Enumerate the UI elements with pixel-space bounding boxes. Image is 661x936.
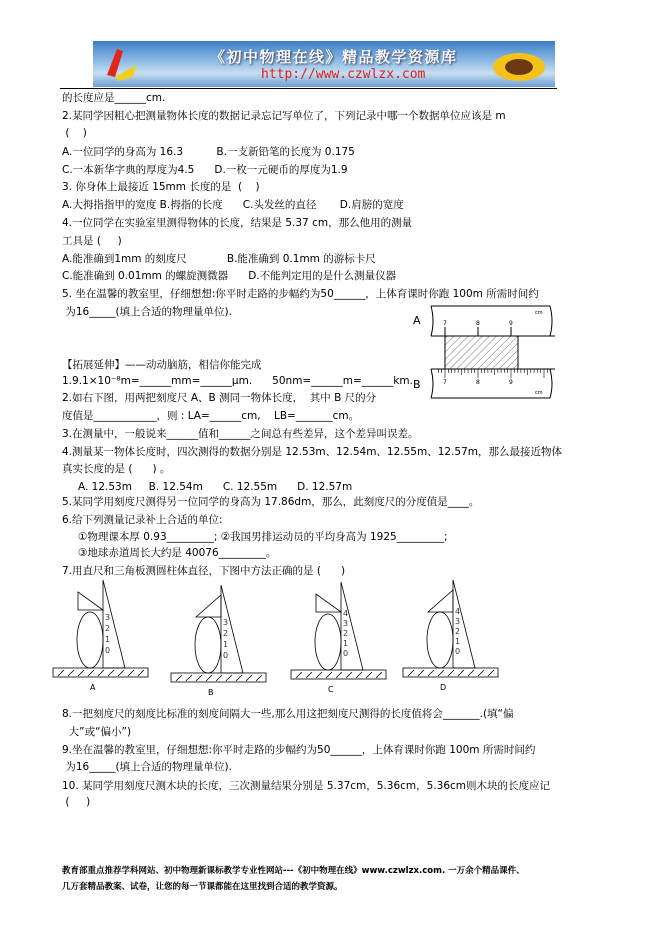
options: A.能准确到1mm 的刻度尺 B.能准确到 0.1mm 的游标卡尺 — [62, 253, 376, 265]
scale-number: 3 — [223, 618, 229, 627]
hatch-line — [418, 670, 424, 676]
method-diagram-c — [291, 582, 386, 679]
ext-question-10: 10. 某同学用刻度尺测木块的长度，三次测量结果分别是 5.37cm，5.36cm，5.36cm则木块的长度应记 — [62, 780, 551, 792]
text-line: 工具是 ( ) — [62, 235, 122, 247]
set-square — [78, 592, 103, 610]
set-square — [316, 594, 341, 612]
hatch-line — [366, 672, 372, 678]
scale-number: 0 — [455, 647, 461, 656]
options: C.一本新华字典的厚度为4.5 D.一枚一元硬币的厚度为1.9 — [62, 164, 348, 176]
ruler-b-tick-9: 9 — [509, 379, 513, 386]
ruler-a-tick-7: 7 — [443, 320, 447, 327]
set-square — [428, 590, 453, 612]
ruler-figure — [405, 300, 565, 405]
hatch-line — [176, 675, 182, 681]
ruler-a-tick-9: 9 — [509, 320, 513, 327]
hatch-line — [108, 670, 114, 676]
scale-number: 2 — [105, 624, 111, 633]
scale-number: 2 — [343, 629, 349, 638]
hatch-line — [376, 672, 382, 678]
options: A.一位同学的身高为 16.3 B.一支新铅笔的长度为 0.175 — [62, 146, 355, 158]
options: A. 12.53m B. 12.54m C. 12.55m D. 12.57m — [78, 481, 353, 493]
scale-number: 1 — [105, 635, 111, 644]
text-line: 度值是____________，则 : LA=______cm, LB=_______cm。 — [62, 410, 360, 422]
hatch-line — [478, 670, 484, 676]
text-line: 为16_____(填上合适的物理量单位). — [62, 761, 232, 773]
hatch-line — [128, 670, 134, 676]
hatch-line — [296, 672, 302, 678]
text-line: 为16_____(填上合适的物理量单位). — [62, 306, 232, 318]
hatch-line — [458, 670, 464, 676]
logo-icon — [103, 47, 143, 83]
cylinder — [315, 614, 341, 670]
question-4: 4.一位同学在实验室里测得物体的长度，结果是 5.37 cm，那么他用的测量 — [62, 217, 413, 229]
hatch-line — [118, 670, 124, 676]
section-heading: 【拓展延伸】——动动脑筋，相信你能完成 — [62, 359, 262, 371]
banner-title: 《初中物理在线》精品教学资源库 — [210, 48, 458, 66]
table-surface — [403, 668, 498, 677]
hatch-line — [216, 675, 222, 681]
ruler-a-label: A — [413, 314, 421, 327]
hatch-line — [356, 672, 362, 678]
method-diagram-d — [403, 580, 498, 677]
ext-question-3: 3.在测量中，一般说来______值和______之间总有些差异，这个差异叫误差。 — [62, 428, 419, 440]
hatch-line — [138, 670, 144, 676]
hatch-line — [316, 672, 322, 678]
hatch-line — [186, 675, 192, 681]
text-line: ( ) — [62, 127, 87, 139]
ruler-b-ticks — [438, 369, 547, 378]
table-surface — [53, 668, 148, 677]
scale-number: 0 — [343, 649, 349, 658]
figure-label-b: B — [208, 688, 214, 697]
hatch-line — [206, 675, 212, 681]
hatch-line — [336, 672, 342, 678]
ruler-a-unit: cm — [535, 310, 543, 316]
question-3: 3. 你身体上最接近 15mm 长度的是 ( ) — [62, 181, 260, 193]
figure-label-c: C — [328, 685, 334, 694]
footer-line-1: 教育部重点推荐学科网站、初中物理新课标教学专业性网站---《初中物理在线》www.czwlzx.com. 一万余个精品课件、 — [62, 866, 525, 876]
ruler-b-unit: cm — [535, 390, 543, 396]
hatch-line — [448, 670, 454, 676]
ruler-b-tick-8: 8 — [476, 379, 480, 386]
ext-question-7: 7.用直尺和三角板测圆柱体直径，下图中方法正确的是 ( ) — [62, 565, 346, 577]
hatch-line — [306, 672, 312, 678]
scale-number: 1 — [343, 639, 349, 648]
method-diagram-b — [171, 585, 266, 682]
cylinder — [77, 612, 103, 668]
ruler-b-tick-7: 7 — [443, 379, 447, 386]
hatch-line — [246, 675, 252, 681]
cylinder — [427, 612, 453, 668]
header-banner — [93, 41, 555, 87]
hatch-line — [468, 670, 474, 676]
scale-number: 3 — [455, 617, 461, 626]
hatch-line — [428, 670, 434, 676]
ext-question-8: 8.一把刻度尺的刻度比标准的刻度间隔大一些,那么用这把刻度尺测得的长度值将会_______.(填“偏 — [62, 708, 514, 720]
ext-question-6: 6.给下列测量记录补上合适的单位: — [62, 514, 223, 526]
hatch-line — [88, 670, 94, 676]
hatch-line — [236, 675, 242, 681]
options: A.大拇指指甲的宽度 B.拇指的长度 C.头发丝的直径 D.肩膀的宽度 — [62, 199, 404, 211]
hatch-line — [98, 670, 104, 676]
measuring-methods-figure — [40, 580, 600, 697]
hatch-line — [408, 670, 414, 676]
footer-line-2: 几万套精品教案、试卷，让您的每一节课都能在这里找到合适的教学资源。 — [62, 882, 343, 892]
question-2: 2.某同学因粗心把测量物体长度的数据记录忘记写单位了，下列记录中哪一个数据单位应该是 m — [62, 110, 506, 122]
text-line: 真实长度的是 ( ) 。 — [62, 463, 171, 475]
ruler-a-ticks — [445, 327, 511, 336]
scale-number: 3 — [343, 619, 349, 628]
text-line: 大”或“偏小”) — [62, 726, 132, 738]
figure-label-a: A — [90, 683, 96, 692]
scale-number: 0 — [223, 651, 229, 660]
hatch-line — [68, 670, 74, 676]
hatch-line — [256, 675, 262, 681]
scale-number: 1 — [455, 637, 461, 646]
measured-object — [445, 336, 518, 369]
figure-label-d: D — [440, 683, 447, 692]
table-surface — [171, 673, 266, 682]
hatch-line — [488, 670, 494, 676]
sunflower-icon — [489, 49, 545, 89]
text-line: ①物理课本厚 0.93_________; ②我国男排运动员的平均身高为 1925_________; — [78, 531, 448, 543]
scale-number: 2 — [455, 627, 461, 636]
header-divider — [60, 88, 557, 89]
hatch-line — [196, 675, 202, 681]
scale-number: 4 — [455, 607, 461, 616]
hatch-line — [78, 670, 84, 676]
ext-question-2: 2.如右下图，用两把刻度尺 A、B 测同一物体长度， 其中 B 尺的分 — [62, 392, 377, 404]
scale-number: 1 — [223, 640, 229, 649]
method-diagram-a — [53, 580, 148, 677]
banner-url[interactable]: http://www.czwlzx.com — [261, 67, 426, 82]
scale-number: 3 — [105, 613, 111, 622]
ext-question-4: 4.测量某一物体长度时，四次测得的数据分别是 12.53m、12.54m、12.55m、12.57m，那么最接近物体 — [62, 446, 563, 458]
ruler-b-label: B — [413, 378, 421, 391]
text-line: 的长度应是______cm. — [62, 92, 166, 104]
scale-number: 0 — [105, 646, 111, 655]
hatch-line — [58, 670, 64, 676]
ext-question-9: 9.坐在温馨的教室里，仔细想想:你平时走路的步幅约为50______，上体育课时你跑 100m 所需时间约 — [62, 744, 536, 756]
ext-question-1: 1.9.1×10⁻⁸m=______mm=______μm. 50nm=______m=______km. — [62, 375, 413, 387]
text-line: ( ) — [62, 796, 91, 808]
scale-number: 4 — [343, 609, 349, 618]
table-surface — [291, 670, 386, 679]
ruler-a-tick-8: 8 — [476, 320, 480, 327]
hatch-line — [326, 672, 332, 678]
cylinder — [195, 617, 221, 673]
set-square — [196, 595, 221, 617]
ext-question-5: 5.某同学用刻度尺测得另一位同学的身高为 17.86dm，那么，此刻度尺的分度值是____。 — [62, 496, 480, 508]
hatch-line — [438, 670, 444, 676]
hatch-line — [226, 675, 232, 681]
options: C.能准确到 0.01mm 的螺旋测微器 D.不能判定用的是什么测量仪器 — [62, 270, 397, 282]
scale-number: 2 — [223, 629, 229, 638]
question-5: 5. 坐在温馨的教室里，仔细想想:你平时走路的步幅约为50______，上体育课时你跑 100m 所需时间约 — [62, 288, 539, 300]
hatch-line — [346, 672, 352, 678]
text-line: ③地球赤道周长大约是 40076_________。 — [78, 547, 277, 559]
